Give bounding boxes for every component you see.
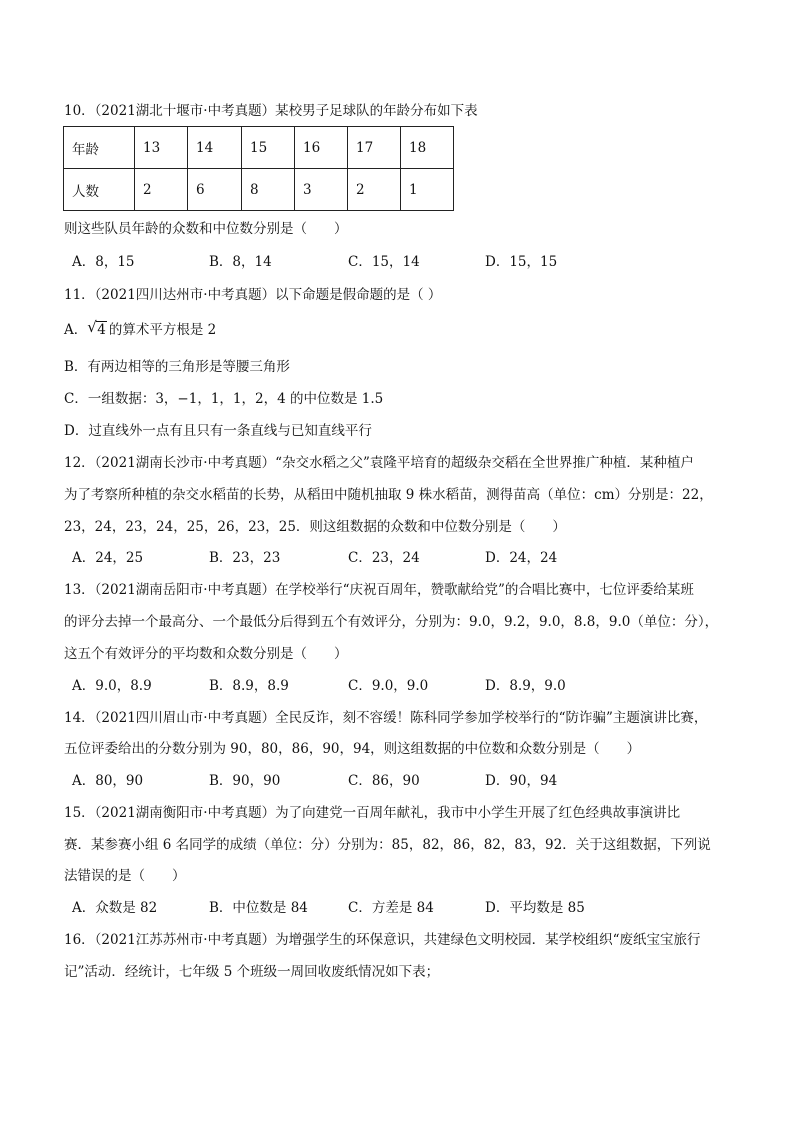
table-cell: 1 xyxy=(401,169,454,211)
option-a-prefix: A． xyxy=(64,322,88,338)
q15-line-1: 15．（2021湖南衡阳市·中考真题）为了向建党一百周年献礼，我市中小学生开展了红色经典故事演讲比 xyxy=(64,805,681,821)
option-c: C．方差是 84 xyxy=(348,900,434,916)
square-root-symbol xyxy=(87,318,107,339)
q16-line-2: 记”活动．经统计，七年级 5 个班级一周回收废纸情况如下表； xyxy=(64,964,440,980)
option-a: A．众数是 82 xyxy=(72,900,158,916)
table-row xyxy=(64,169,454,211)
q16-line-1: 16．（2021江苏苏州市·中考真题）为增强学生的环保意识，共建绿色文明校园．某学校组织“废纸宝宝旅行 xyxy=(64,932,701,948)
option-d: D．15，15 xyxy=(485,254,558,270)
q11-stem: 11．（2021四川达州市·中考真题）以下命题是假命题的是（ ） xyxy=(64,287,442,303)
table-cell: 2 xyxy=(135,169,188,211)
table-cell: 13 xyxy=(135,127,188,169)
q13-line-1: 13．（2021湖南岳阳市·中考真题）在学校举行“庆祝百周年，赞歌献给党”的合唱比赛中，七位评委给某班 xyxy=(64,582,694,598)
q11-option-d: D．过直线外一点有且只有一条直线与已知直线平行 xyxy=(64,423,372,439)
option-c: C．23，24 xyxy=(348,550,420,566)
option-b: B．8.9，8.9 xyxy=(209,678,289,694)
q10-stem: 10．（2021湖北十堰市·中考真题）某校男子足球队的年龄分布如下表 xyxy=(64,103,478,119)
q13-options xyxy=(64,677,744,695)
table-cell: 17 xyxy=(348,127,401,169)
table-cell: 15 xyxy=(242,127,295,169)
q14-line-2: 五位评委给出的分数分别为 90，80，86，90，94，则这组数据的中位数和众数分别是（ ） xyxy=(64,741,641,757)
age-distribution-table xyxy=(63,126,454,211)
q14-options xyxy=(64,772,744,790)
table-cell: 16 xyxy=(295,127,348,169)
option-d: D．24，24 xyxy=(485,550,558,566)
option-a-text: 的算术平方根是 2 xyxy=(108,322,217,338)
option-d: D．8.9，9.0 xyxy=(485,678,566,694)
q10-question: 则这些队员年龄的众数和中位数分别是（ ） xyxy=(64,221,348,237)
option-b: B．23，23 xyxy=(209,550,281,566)
table-cell: 14 xyxy=(188,127,242,169)
q13-line-2: 的评分去掉一个最高分、一个最低分后得到五个有效评分，分别为：9.0，9.2，9.0，8.8，9.0（单位：分）， xyxy=(64,614,719,630)
table-cell: 6 xyxy=(188,169,242,211)
option-c: C．9.0，9.0 xyxy=(348,678,429,694)
table-cell: 人数 xyxy=(64,169,135,211)
q15-line-3: 法错误的是（ ） xyxy=(64,868,186,884)
table-row xyxy=(64,127,454,169)
table-cell: 3 xyxy=(295,169,348,211)
q11-option-a xyxy=(64,318,217,339)
table-cell: 8 xyxy=(242,169,295,211)
option-a: A．24，25 xyxy=(72,550,144,566)
table-cell: 年龄 xyxy=(64,127,135,169)
option-b: B．8，14 xyxy=(209,254,272,270)
option-b: B．中位数是 84 xyxy=(209,900,308,916)
q11-option-c: C．一组数据：3，−1，1，1，2，4 的中位数是 1.5 xyxy=(64,391,384,407)
q12-line-1: 12．（2021湖南长沙市·中考真题）“杂交水稻之父”袁隆平培育的超级杂交稻在全世界推广种植．某种植户 xyxy=(64,455,694,471)
radical-sign-icon: √ xyxy=(87,318,97,336)
table-cell: 18 xyxy=(401,127,454,169)
option-c: C．86，90 xyxy=(348,773,420,789)
q10-options xyxy=(64,253,744,271)
q13-line-3: 这五个有效评分的平均数和众数分别是（ ） xyxy=(64,646,348,662)
option-d: D．平均数是 85 xyxy=(485,900,585,916)
q14-line-1: 14．（2021四川眉山市·中考真题）全民反诈，刻不容缓！陈科同学参加学校举行的“防诈骗”主题演讲比赛， xyxy=(64,710,708,726)
option-a: A．9.0，8.9 xyxy=(72,678,152,694)
q15-options xyxy=(64,899,744,917)
q12-line-3: 23，24，23，24，25，26，23，25．则这组数据的众数和中位数分别是（ ） xyxy=(64,519,566,535)
option-a: A．8，15 xyxy=(72,254,135,270)
option-b: B．90，90 xyxy=(209,773,281,789)
radicand: 4 xyxy=(97,322,106,338)
option-c: C．15，14 xyxy=(348,254,420,270)
q11-option-b: B．有两边相等的三角形是等腰三角形 xyxy=(64,359,290,375)
option-a: A．80，90 xyxy=(72,773,144,789)
table-cell: 2 xyxy=(348,169,401,211)
q12-options xyxy=(64,549,744,567)
q12-line-2: 为了考察所种植的杂交水稻苗的长势，从稻田中随机抽取 9 株水稻苗，测得苗高（单位：cm）分别是：22， xyxy=(64,487,713,503)
q15-line-2: 赛．某参赛小组 6 名同学的成绩（单位：分）分别为：85，82，86，82，83，92．关于这组数据，下列说 xyxy=(64,837,711,853)
option-d: D．90，94 xyxy=(485,773,558,789)
